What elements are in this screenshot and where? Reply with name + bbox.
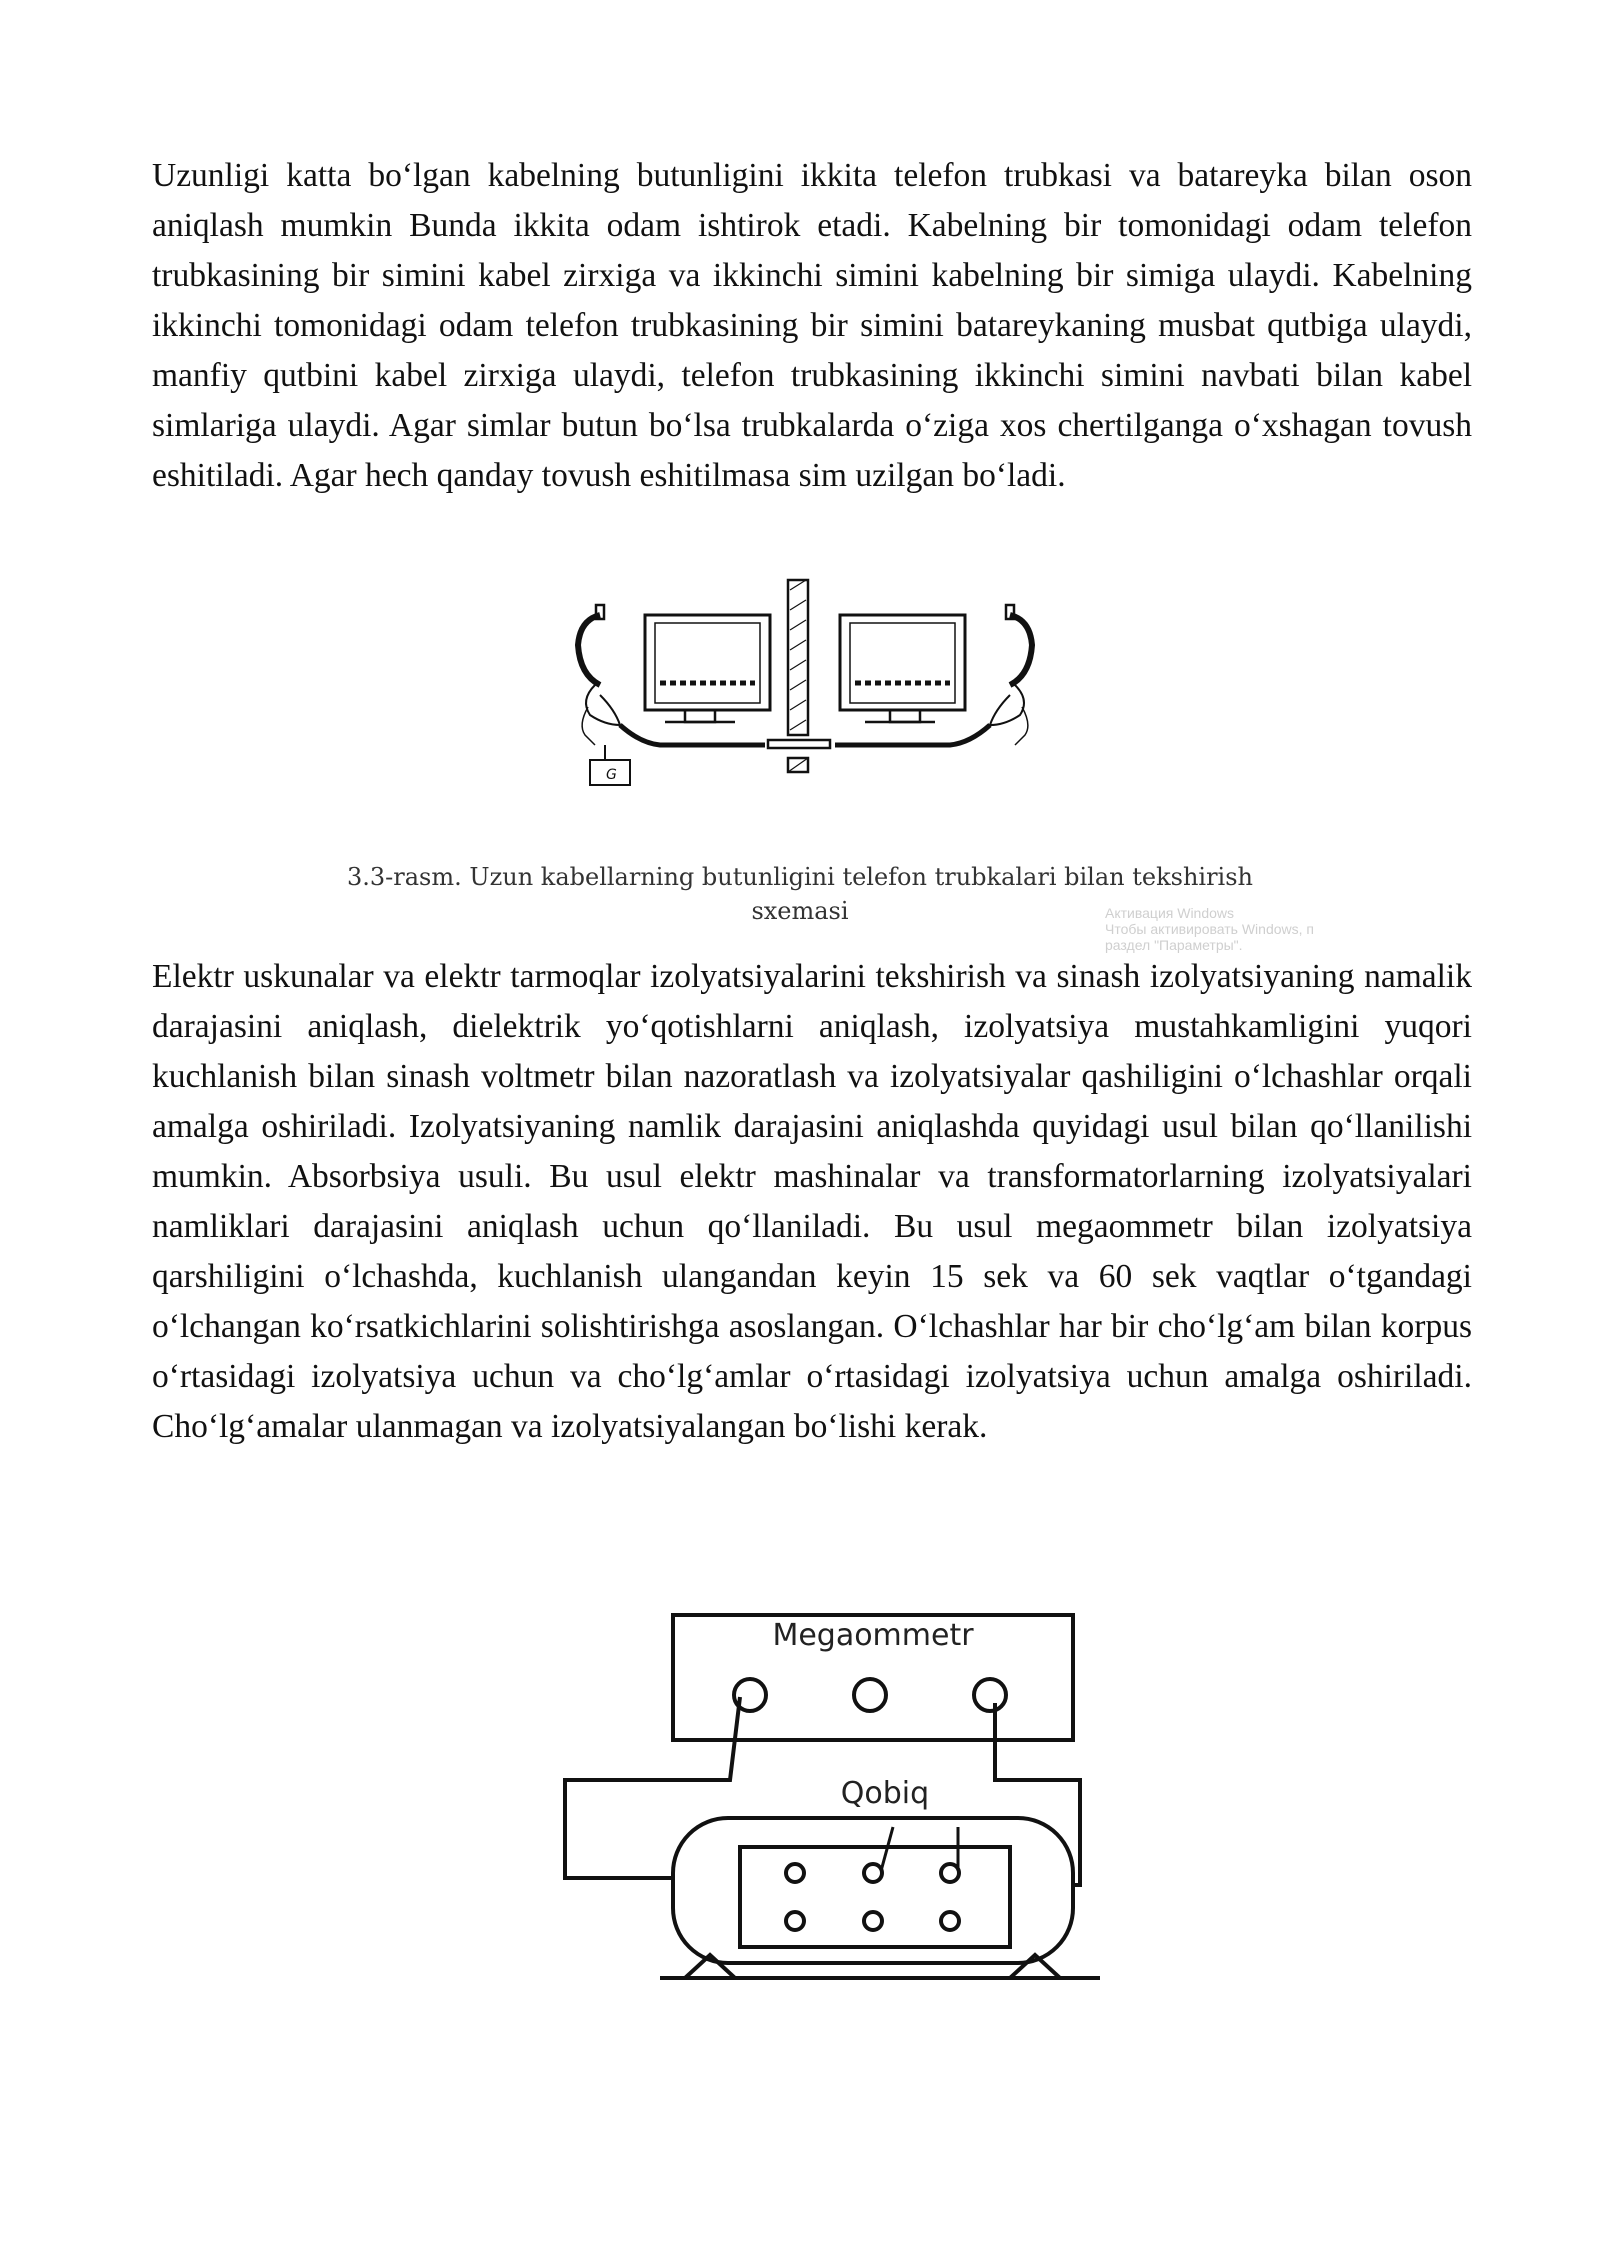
left-telephone-box [645, 615, 770, 710]
watermark-line-1: Активация Windows [1105, 905, 1235, 921]
terminal-right [974, 1679, 1006, 1711]
paragraph-insulation-testing: Elektr uskunalar va elektr tarmoqlar izolyatsiyalarini tekshirish va sinash izolyatsiyaning namalik darajasini aniqlash, dielektrik yo‘qotishlarni aniqlash, izolyatsiya mustahkamligini yuqori kuchlanish bilan sinash voltmetr bilan nazoratlash va izolyatsiyalar qashiligini o‘lchashlar orqali amalga oshiriladi. Izolyatsiyaning namlik darajasini aniqlashda quyidagi usul bilan qo‘llanilishi mumkin. Absorbsiya usuli. Bu usul elektr mashinalar va transformatorlarning izolyatsiyalari namliklari darajasini aniqlash uchun qo‘llaniladi. Bu usul megaommetr bilan izolyatsiya qarshiligini o‘lchashda, kuchlanish ulangandan keyin 15 sek va 60 sek vaqtlar o‘tgandagi o‘lchangan ko‘rsatkichlarini solishtirishga asoslangan. O‘lchashlar har bir cho‘lg‘am bilan korpus o‘rtasidagi izolyatsiya uchun va cho‘lg‘amlar o‘rtasidagi izolyatsiya uchun amalga oshiriladi. Cho‘lg‘amalar ulanmagan va izolyatsiyalangan bo‘lishi kerak. [152, 958, 1472, 1445]
wire-right [995, 1703, 1080, 1885]
terminal-middle [854, 1679, 886, 1711]
watermark-line-3: раздел "Параметры". [1105, 937, 1243, 953]
battery-label: G [606, 767, 617, 783]
paragraph-cable-continuity: Uzunligi katta bo‘lgan kabelning butunligini ikkita telefon trubkasi va batareyka bilan oson aniqlash mumkin Bunda ikkita odam ishtirok etadi. Kabelning bir tomonidagi odam telefon trubkasining bir simini kabel zirxiga va ikkinchi simini kabelning bir simiga ulaydi. Kabelning ikkinchi tomonidagi odam telefon trubkasining bir simini batareykaning musbat qutbiga ulaydi, manfiy qutbini kabel zirxiga ulaydi, telefon trubkasining ikkinchi simini navbati bilan kabel simlariga ulaydi. Agar simlar butun bo‘lsa trubkalarda o‘ziga xos chertilganga o‘xshagan tovush eshitiladi. Agar hech qanday tovush eshitilmasa sim uzilgan bo‘ladi. [152, 157, 1472, 494]
wire-left [565, 1697, 740, 1878]
right-handset-icon [1010, 615, 1032, 685]
cable-left [620, 725, 765, 745]
terminal-board [740, 1847, 1010, 1947]
machine-housing [673, 1818, 1073, 1963]
figure-telephone-cable-test [560, 575, 1050, 795]
watermark-line-2: Чтобы активировать Windows, п [1105, 921, 1314, 937]
housing-label: Qobiq [840, 1776, 930, 1811]
caption-line-2: sxemasi [751, 897, 849, 925]
left-handset-icon [578, 615, 600, 685]
cable-right [835, 725, 990, 745]
activation-watermark [1105, 905, 1325, 953]
right-telephone-box [840, 615, 965, 710]
megaohmmeter-label: Megaommetr [772, 1618, 974, 1653]
figure-megaohmmeter-scheme [555, 1605, 1115, 1990]
caption-line-1: 3.3-rasm. Uzun kabellarning butunligini telefon trubkalari bilan tekshirish [346, 863, 1254, 891]
partition-wall [788, 580, 808, 735]
